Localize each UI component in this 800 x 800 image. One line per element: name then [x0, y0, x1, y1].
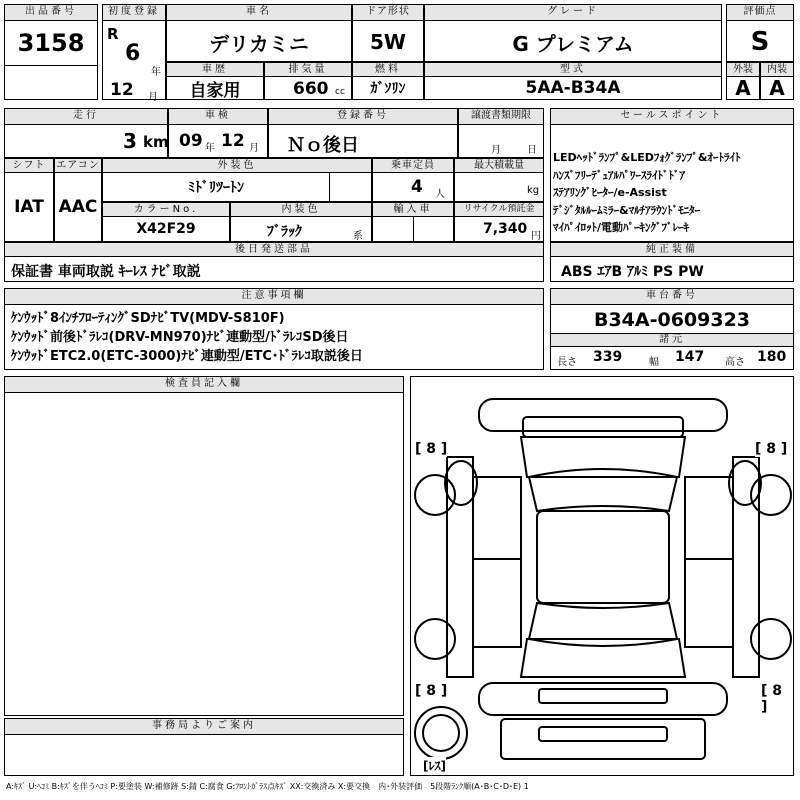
inspector-box [4, 376, 404, 716]
reg-month-unit: 月 [148, 92, 158, 103]
inspector-label: 検査員記入欄 [5, 377, 403, 393]
reg-number: Ｎｏ後日 [287, 135, 359, 156]
era: R [107, 25, 119, 43]
interior-label: 内装 [761, 63, 793, 77]
fuel: ｶﾞｿﾘﾝ [370, 81, 406, 97]
length-label: 長さ [557, 357, 577, 368]
length: 339 [593, 349, 623, 365]
spare-tire-status: [ﾚｽ] [423, 759, 446, 773]
wheel-fl-part [415, 475, 455, 515]
car-name-box [166, 4, 352, 62]
front-bumper-part [479, 399, 727, 431]
int-color: ﾌﾞﾗｯｸ [267, 224, 302, 240]
color-no: X42F29 [136, 221, 196, 237]
reg-number-box [268, 108, 458, 158]
inspection-month: 12 [221, 131, 245, 151]
max-load-label: 最大積載量 [455, 159, 543, 173]
left-front-door-part [473, 477, 521, 559]
mileage-box [4, 108, 168, 158]
rear-bumper-part [479, 683, 727, 715]
transfer-month-unit: 月 [491, 145, 501, 156]
door-box [352, 4, 424, 62]
inspection-year-unit: 年 [205, 143, 215, 154]
import-label: 輸入車 [373, 203, 453, 217]
right-body-part [733, 457, 759, 677]
sales-point: ﾏｲﾊﾟｲﾛｯﾄ/電動ﾊﾟｰｷﾝｸﾞﾌﾞﾚｰｷ [553, 221, 690, 234]
notes-box [4, 288, 544, 370]
history-label: 車歴 [167, 63, 263, 77]
inspection-box [168, 108, 268, 158]
rear-plate-part [539, 689, 667, 703]
inspection-year: 09 [179, 131, 203, 151]
width: 147 [675, 349, 705, 365]
front-grille-part [523, 417, 683, 437]
exterior-label: 外装 [727, 63, 759, 77]
int-color-label: 内装色 [231, 203, 371, 217]
max-load-box [454, 158, 544, 202]
year-unit: 年 [151, 67, 161, 78]
legend: A:ｷｽﾞ U:ﾍｺﾐ B:ｷｽﾞを伴うﾍｺﾐ P:要塗装 W:補修跡 S:錆 C:腐食 G:ﾌﾛﾝﾄｶﾞﾗｽ点ｷｽﾞ XX:交換済み X:要交換 内･外装評価 5段階ﾗﾝｸ順(A･B･C･D･E) 1 [6, 782, 529, 791]
tire-rr-depth: [ 8 ] [761, 683, 793, 715]
sales-point: LEDﾍｯﾄﾞﾗﾝﾌﾟ&LEDﾌｫｸﾞﾗﾝﾌﾟ&ｵｰﾄﾗｲﾄ [553, 151, 741, 164]
chassis-label: 車台番号 [551, 289, 793, 305]
first-registration-label: 初度登録 [103, 5, 165, 21]
ext-color-label: 外装色 [103, 159, 371, 173]
sales-points-label: セールスポイント [551, 109, 793, 125]
rear-hatch-part [521, 639, 685, 677]
car-name-label: 車名 [167, 5, 351, 21]
tire-rl-depth: [ 8 ] [415, 683, 448, 699]
spare-tire-inner-part [423, 715, 459, 751]
recycle-box [454, 202, 544, 242]
right-rear-door-part [685, 559, 733, 647]
capacity-label: 乗車定員 [373, 159, 453, 173]
import-box [372, 202, 454, 242]
model-box [424, 62, 722, 100]
score-box [726, 4, 794, 62]
model: 5AA-B34A [525, 78, 621, 98]
history-box [166, 62, 264, 100]
later-parts-box [4, 242, 544, 282]
reg-number-label: 登録番号 [269, 109, 457, 125]
car-diagram [411, 377, 795, 777]
chassis-number: B34A-0609323 [593, 309, 751, 331]
score-label: 評価点 [727, 5, 793, 21]
roof-part [537, 511, 669, 603]
width-label: 幅 [649, 357, 659, 368]
car-name: デリカミニ [209, 31, 309, 56]
shift: IAT [14, 197, 44, 217]
spec-label: 諸元 [551, 333, 793, 347]
sales-point: ﾊﾝｽﾞﾌﾘｰﾃﾞｭｱﾙﾊﾟﾜｰｽﾗｲﾄﾞﾄﾞｱ [553, 168, 685, 182]
transfer-deadline-label: 譲渡書類期限 [459, 109, 543, 125]
wheel-rl-part [415, 619, 455, 659]
genuine-equipment-label: 純正装備 [551, 243, 793, 257]
sales-point: ﾃﾞｼﾞﾀﾙﾙｰﾑﾐﾗｰ&ﾏﾙﾁｱﾗｳﾝﾄﾞﾓﾆﾀｰ [553, 203, 701, 217]
height: 180 [757, 349, 787, 365]
displacement: 660 [293, 79, 329, 99]
recycle-fee: 7,340 [483, 221, 528, 237]
note-line: ｹﾝｳｯﾄﾞ前後ﾄﾞﾗﾚｺ(DRV-MN970)ﾅﾋﾞ連動型/ﾄﾞﾗﾚｺSD後日 [11, 330, 349, 345]
inspection-month-unit: 月 [249, 143, 259, 154]
right-front-door-part [685, 477, 733, 559]
ac: AAC [58, 197, 98, 217]
mileage-unit: km [143, 133, 169, 151]
recycle-label: リサイクル預託金 [455, 203, 543, 217]
damage-diagram-box [410, 376, 794, 776]
wheel-fr-part [751, 475, 791, 515]
office-label: 事務局よりご案内 [5, 719, 403, 735]
chassis-box [550, 288, 794, 370]
recycle-unit: 円 [531, 231, 541, 242]
ext-color: ﾐﾄﾞﾘﾂｰﾄﾝ [188, 180, 244, 196]
exterior-box [726, 62, 760, 100]
later-parts-label: 後日発送部品 [5, 243, 543, 257]
displacement-box [264, 62, 352, 100]
ac-box [54, 158, 102, 242]
mileage-label: 走行 [5, 109, 167, 125]
int-color-box [230, 202, 372, 242]
fuel-box [352, 62, 424, 100]
genuine-equipment-box [550, 242, 794, 282]
int-color-unit: 系 [353, 231, 363, 242]
wheel-rr-part [751, 619, 791, 659]
transfer-deadline-box [458, 108, 544, 158]
mileage: 3 [123, 129, 137, 153]
reg-year: 6 [125, 41, 141, 66]
note-line: ｹﾝｳｯﾄﾞ8ｲﾝﾁﾌﾛｰﾃｨﾝｸﾞSDﾅﾋﾞTV(MDV-S810F) [11, 311, 285, 326]
floor-part [501, 719, 705, 759]
note-line: ｹﾝｳｯﾄﾞETC2.0(ETC-3000)ﾅﾋﾞ連動型/ETC･ﾄﾞﾗﾚｺ取説後日 [11, 349, 363, 364]
genuine-equipment: ABS ｴｱB ｱﾙﾐ PS PW [561, 264, 704, 280]
lot-number: 3158 [17, 29, 85, 57]
interior-score: A [769, 76, 785, 100]
shift-label: シフト [5, 159, 53, 173]
floor-rail-part [539, 727, 667, 741]
model-label: 型式 [425, 63, 721, 77]
interior-box [760, 62, 794, 100]
color-no-label: カラーNo. [103, 203, 229, 217]
left-body-part [447, 457, 473, 677]
windshield-part [529, 469, 677, 511]
capacity-unit: 人 [435, 189, 445, 200]
left-rear-door-part [473, 559, 521, 647]
hood-part [521, 437, 685, 477]
grade: G プレミアム [512, 31, 634, 56]
displacement-unit: cc [335, 87, 345, 97]
sales-point: ｽﾃｱﾘﾝｸﾞﾋｰﾀｰ/e-Assist [553, 186, 667, 199]
notes-list [11, 309, 363, 366]
exterior-score: A [735, 76, 751, 100]
ext-color-box [102, 158, 372, 202]
office-box [4, 718, 404, 776]
lot-number-box [4, 4, 98, 100]
max-load-unit: kg [527, 185, 540, 196]
lot-number-label: 出品番号 [5, 5, 97, 21]
tire-fr-depth: [ 8 ] [755, 441, 788, 457]
transfer-day-unit: 日 [527, 145, 537, 156]
later-parts: 保証書 車両取説 ｷｰﾚｽ ﾅﾋﾞ取説 [11, 264, 201, 280]
grade-label: グレード [425, 5, 721, 21]
displacement-label: 排気量 [265, 63, 351, 77]
capacity: 4 [411, 177, 423, 197]
fuel-label: 燃料 [353, 63, 423, 77]
height-label: 高さ [725, 357, 745, 368]
tire-fl-depth: [ 8 ] [415, 441, 448, 457]
sales-points-list [553, 149, 741, 237]
notes-label: 注意事項欄 [5, 289, 543, 305]
shift-box [4, 158, 54, 242]
history: 自家用 [189, 80, 241, 101]
score: S [750, 27, 770, 57]
color-no-box [102, 202, 230, 242]
grade-box [424, 4, 722, 62]
capacity-box [372, 158, 454, 202]
ac-label: エアコン [56, 160, 100, 171]
door-type: 5W [370, 30, 406, 54]
inspection-label: 車検 [169, 109, 267, 125]
sales-points-box [550, 108, 794, 242]
reg-month: 12 [110, 80, 134, 100]
door-label: ドア形状 [353, 5, 423, 21]
